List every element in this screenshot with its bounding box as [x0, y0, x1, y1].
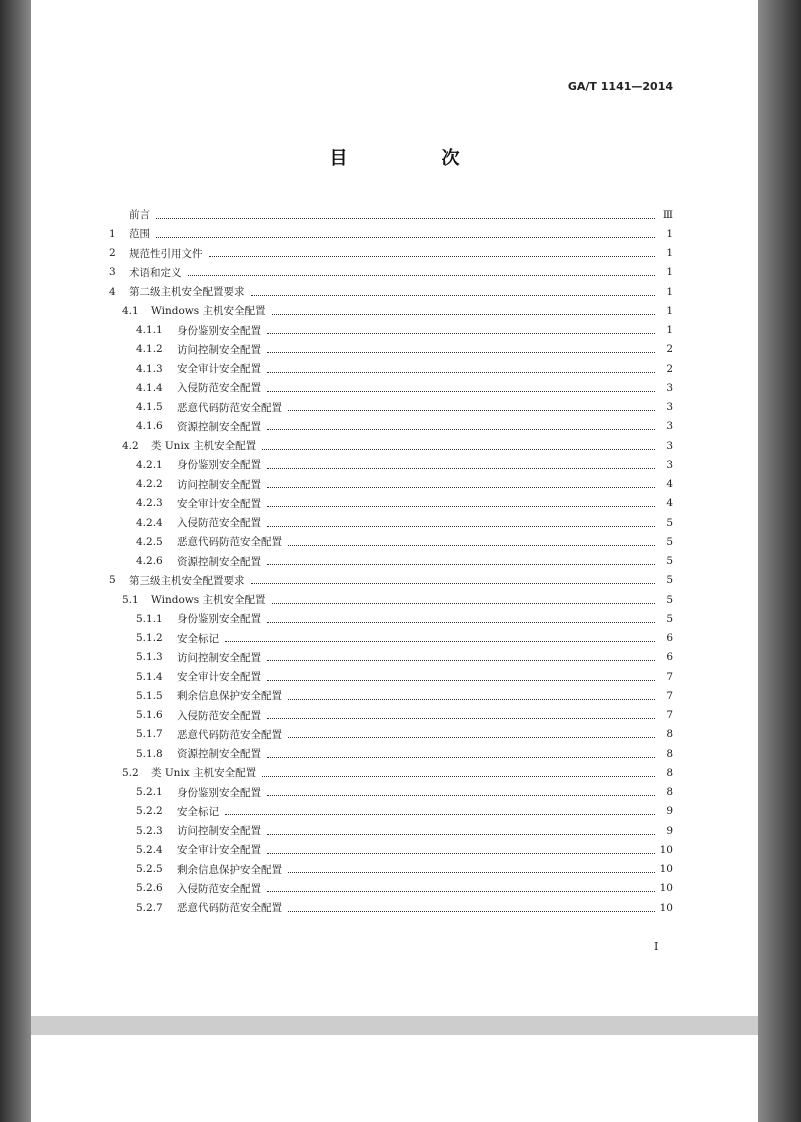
- toc-entry-page: 8: [666, 766, 673, 779]
- dot-leader: [267, 390, 655, 392]
- toc-entry-label: 术语和定义: [129, 266, 182, 279]
- dot-leader: [288, 698, 655, 700]
- toc-entry[interactable]: [109, 840, 673, 859]
- toc-entry[interactable]: [109, 725, 673, 744]
- toc-entry-page: 9: [666, 805, 673, 818]
- toc-entry-label: 类 Unix 主机安全配置: [151, 767, 257, 780]
- dot-leader: [267, 659, 655, 661]
- toc-entry-page: 3: [666, 401, 673, 414]
- toc-entry[interactable]: [109, 629, 673, 648]
- dot-leader: [267, 486, 655, 488]
- toc-entry-label: 剩余信息保护安全配置: [177, 863, 282, 876]
- toc-entry-page: 4: [666, 478, 673, 491]
- toc-entry[interactable]: [109, 532, 673, 551]
- toc-entry-page: 5: [666, 612, 673, 625]
- toc-entry[interactable]: [109, 609, 673, 628]
- dot-leader: [267, 852, 655, 854]
- toc-entry-page: 8: [666, 728, 673, 741]
- toc-entry-page: 5: [666, 574, 673, 587]
- toc-entry-number: 4.1.2: [136, 343, 163, 356]
- dot-leader: [267, 756, 655, 758]
- dot-leader: [225, 640, 655, 642]
- toc-entry-label: 资源控制安全配置: [177, 555, 261, 568]
- toc-entry-number: 5.1.6: [136, 709, 163, 722]
- toc-entry-number: 4: [109, 285, 116, 298]
- dot-leader: [156, 217, 655, 219]
- toc-entry[interactable]: [109, 783, 673, 802]
- toc-entry-label: 入侵防范安全配置: [177, 517, 261, 530]
- toc-entry-label: 剩余信息保护安全配置: [177, 690, 282, 703]
- toc-entry-label: 类 Unix 主机安全配置: [151, 440, 257, 453]
- toc-entry-number: 4.2.1: [136, 458, 163, 471]
- toc-entry-number: 5.1: [122, 593, 139, 606]
- toc-entry[interactable]: [109, 417, 673, 436]
- toc-entry-number: 4.2.6: [136, 555, 163, 568]
- toc-entry-number: 4.2: [122, 439, 139, 452]
- dot-leader: [251, 582, 656, 584]
- dot-leader: [267, 794, 655, 796]
- dot-leader: [267, 621, 655, 623]
- toc-entry-page: 10: [659, 882, 673, 895]
- toc-entry[interactable]: [109, 898, 673, 917]
- toc-entry-number: 5.2.4: [136, 843, 163, 856]
- toc-entry-label: 身份鉴别安全配置: [177, 613, 261, 626]
- toc-entry-number: 4.2.2: [136, 478, 163, 491]
- page-title: 目 次: [329, 148, 498, 169]
- toc-entry-page: 6: [666, 651, 673, 664]
- toc-entry[interactable]: [109, 359, 673, 378]
- toc-entry-label: 安全审计安全配置: [177, 844, 261, 857]
- dot-leader: [288, 910, 655, 912]
- toc-entry-label: 恶意代码防范安全配置: [177, 902, 282, 915]
- toc-entry-number: 5.1.2: [136, 632, 163, 645]
- dot-leader: [262, 775, 655, 777]
- toc-entry[interactable]: [109, 378, 673, 397]
- toc-entry-page: 8: [666, 747, 673, 760]
- toc-entry-label: 安全审计安全配置: [177, 363, 261, 376]
- toc-entry-label: 第二级主机安全配置要求: [129, 286, 245, 299]
- toc-entry[interactable]: [109, 590, 673, 609]
- dot-leader: [272, 313, 656, 315]
- toc-entry-page: 1: [666, 227, 673, 240]
- toc-entry-page: 1: [666, 247, 673, 260]
- page-number: I: [654, 940, 659, 953]
- toc-entry-number: 2: [109, 247, 116, 260]
- toc-entry-number: 4.1: [122, 304, 139, 317]
- toc-entry[interactable]: [109, 879, 673, 898]
- toc-entry-page: 5: [666, 516, 673, 529]
- toc-entry-number: 5.2.1: [136, 786, 163, 799]
- dot-leader: [288, 544, 655, 546]
- toc-entry[interactable]: [109, 667, 673, 686]
- toc-entry[interactable]: [109, 494, 673, 513]
- dot-leader: [267, 833, 655, 835]
- toc-entry[interactable]: [109, 455, 673, 474]
- toc-entry-number: 5.2.5: [136, 863, 163, 876]
- toc-entry-number: 5.1.7: [136, 728, 163, 741]
- toc-entry[interactable]: [109, 552, 673, 571]
- toc-entry-page: 7: [666, 689, 673, 702]
- toc-entry-page: 10: [659, 901, 673, 914]
- toc-entry[interactable]: [109, 398, 673, 417]
- toc-entry-number: 4.1.6: [136, 420, 163, 433]
- toc-entry[interactable]: [109, 224, 673, 243]
- dot-leader: [188, 274, 656, 276]
- dot-leader: [288, 871, 655, 873]
- toc-entry-page: 8: [666, 786, 673, 799]
- table-of-contents: [109, 205, 673, 917]
- toc-entry-label: 恶意代码防范安全配置: [177, 401, 282, 414]
- dot-leader: [262, 448, 655, 450]
- dot-leader: [267, 467, 655, 469]
- toc-entry-number: 4.1.5: [136, 401, 163, 414]
- dot-leader: [267, 505, 655, 507]
- dot-leader: [267, 717, 655, 719]
- dot-leader: [288, 409, 655, 411]
- toc-entry-number: 4.2.4: [136, 516, 163, 529]
- toc-entry-page: 6: [666, 632, 673, 645]
- toc-entry-number: 5.1.1: [136, 612, 163, 625]
- toc-entry-number: 5.2: [122, 766, 139, 779]
- dot-leader: [267, 428, 655, 430]
- toc-entry-label: 恶意代码防范安全配置: [177, 536, 282, 549]
- toc-entry-number: 4.1.4: [136, 381, 163, 394]
- toc-entry-page: 1: [666, 324, 673, 337]
- toc-entry-label: 规范性引用文件: [129, 247, 203, 260]
- toc-entry-page: 1: [666, 304, 673, 317]
- toc-entry-page: 1: [666, 266, 673, 279]
- toc-entry-label: 入侵防范安全配置: [177, 882, 261, 895]
- toc-entry-number: 4.2.3: [136, 497, 163, 510]
- dot-leader: [251, 294, 656, 296]
- toc-entry-label: 身份鉴别安全配置: [177, 459, 261, 472]
- toc-entry[interactable]: [109, 706, 673, 725]
- dot-leader: [225, 813, 655, 815]
- toc-entry-number: 4.1.3: [136, 362, 163, 375]
- toc-entry[interactable]: [109, 744, 673, 763]
- toc-entry-page: 3: [666, 458, 673, 471]
- toc-entry[interactable]: [109, 475, 673, 494]
- toc-entry-label: 安全审计安全配置: [177, 671, 261, 684]
- toc-entry-label: 安全标记: [177, 632, 219, 645]
- toc-entry-label: 入侵防范安全配置: [177, 709, 261, 722]
- toc-entry-number: 5: [109, 574, 116, 587]
- toc-entry-label: 资源控制安全配置: [177, 420, 261, 433]
- toc-entry-page: 10: [659, 863, 673, 876]
- toc-entry-page: 3: [666, 381, 673, 394]
- toc-entry-number: 5.1.5: [136, 689, 163, 702]
- toc-entry[interactable]: [109, 263, 673, 282]
- toc-entry-label: 身份鉴别安全配置: [177, 324, 261, 337]
- toc-entry-label: 访问控制安全配置: [177, 825, 261, 838]
- toc-entry-number: 4.1.1: [136, 324, 163, 337]
- toc-entry-page: 3: [666, 439, 673, 452]
- toc-entry-label: 访问控制安全配置: [177, 478, 261, 491]
- toc-entry-label: 安全标记: [177, 805, 219, 818]
- toc-entry-label: 资源控制安全配置: [177, 748, 261, 761]
- toc-entry-page: 1: [666, 285, 673, 298]
- toc-entry-page: 5: [666, 593, 673, 606]
- dot-leader: [267, 351, 655, 353]
- toc-entry-label: Windows 主机安全配置: [151, 305, 266, 318]
- toc-entry-page: 2: [666, 362, 673, 375]
- dot-leader: [267, 679, 655, 681]
- toc-entry-number: 5.1.8: [136, 747, 163, 760]
- toc-entry-label: 前言: [129, 209, 150, 222]
- toc-entry-label: 访问控制安全配置: [177, 343, 261, 356]
- toc-entry[interactable]: [109, 763, 673, 782]
- toc-entry[interactable]: [109, 301, 673, 320]
- toc-entry-number: 4.2.5: [136, 535, 163, 548]
- toc-entry[interactable]: [109, 571, 673, 590]
- dot-leader: [288, 736, 655, 738]
- toc-entry[interactable]: [109, 821, 673, 840]
- toc-entry[interactable]: [109, 205, 673, 224]
- toc-entry-number: 5.1.4: [136, 670, 163, 683]
- toc-entry[interactable]: [109, 282, 673, 301]
- toc-entry-number: 1: [109, 227, 116, 240]
- toc-entry-label: 第三级主机安全配置要求: [129, 574, 245, 587]
- toc-entry[interactable]: [109, 321, 673, 340]
- toc-entry[interactable]: [109, 340, 673, 359]
- toc-entry-number: 5.2.2: [136, 805, 163, 818]
- toc-entry-page: 9: [666, 824, 673, 837]
- dot-leader: [267, 563, 655, 565]
- toc-entry-label: 范围: [129, 228, 150, 241]
- toc-entry-label: 访问控制安全配置: [177, 651, 261, 664]
- toc-entry-page: 5: [666, 535, 673, 548]
- toc-entry[interactable]: [109, 802, 673, 821]
- dot-leader: [267, 890, 655, 892]
- toc-entry-page: 7: [666, 670, 673, 683]
- toc-entry[interactable]: [109, 436, 673, 455]
- toc-entry[interactable]: [109, 686, 673, 705]
- toc-entry-label: 入侵防范安全配置: [177, 382, 261, 395]
- toc-entry[interactable]: [109, 648, 673, 667]
- toc-entry-page: Ⅲ: [662, 208, 673, 221]
- toc-entry-page: 5: [666, 555, 673, 568]
- toc-entry-number: 3: [109, 266, 116, 279]
- toc-entry-page: 2: [666, 343, 673, 356]
- toc-entry-label: Windows 主机安全配置: [151, 594, 266, 607]
- toc-entry-label: 恶意代码防范安全配置: [177, 728, 282, 741]
- toc-entry-page: 4: [666, 497, 673, 510]
- dot-leader: [267, 332, 655, 334]
- toc-entry-number: 5.1.3: [136, 651, 163, 664]
- toc-entry[interactable]: [109, 860, 673, 879]
- toc-entry-page: 10: [659, 843, 673, 856]
- toc-entry-number: 5.2.7: [136, 901, 163, 914]
- dot-leader: [156, 236, 655, 238]
- next-document-page: [31, 1035, 758, 1122]
- toc-entry[interactable]: [109, 244, 673, 263]
- dot-leader: [267, 371, 655, 373]
- document-page: [31, 0, 758, 1016]
- toc-entry[interactable]: [109, 513, 673, 532]
- toc-entry-page: 7: [666, 709, 673, 722]
- toc-entry-number: 5.2.6: [136, 882, 163, 895]
- standard-code: GA/T 1141—2014: [567, 80, 673, 93]
- toc-entry-label: 安全审计安全配置: [177, 497, 261, 510]
- toc-entry-page: 3: [666, 420, 673, 433]
- toc-entry-label: 身份鉴别安全配置: [177, 786, 261, 799]
- dot-leader: [209, 255, 656, 257]
- dot-leader: [267, 525, 655, 527]
- toc-entry-number: 5.2.3: [136, 824, 163, 837]
- dot-leader: [272, 602, 656, 604]
